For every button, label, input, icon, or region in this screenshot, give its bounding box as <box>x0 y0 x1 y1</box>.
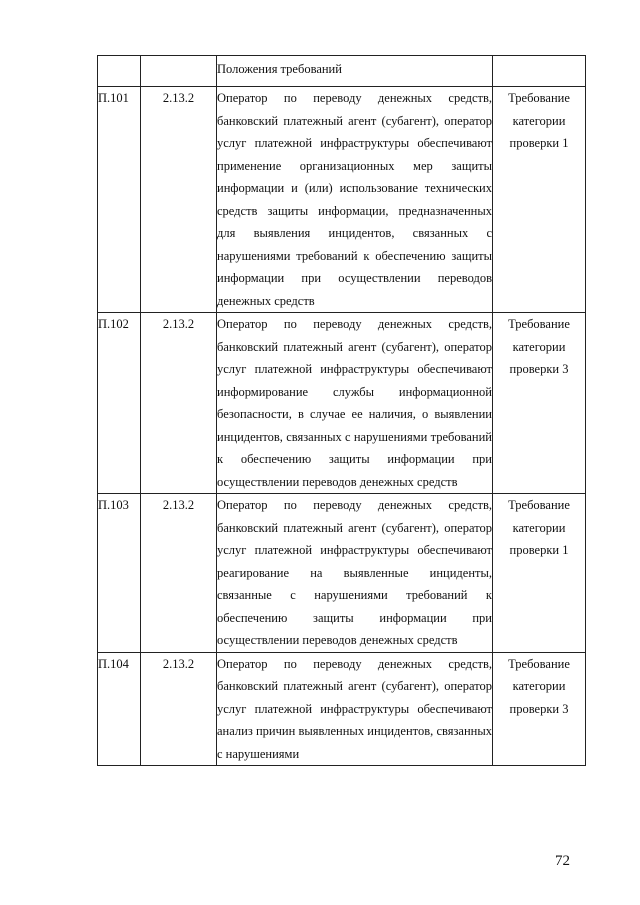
row-category: Требование категории проверки 1 <box>493 494 586 653</box>
requirements-table <box>97 55 586 766</box>
row-number: П.102 <box>98 313 141 494</box>
table-row <box>98 652 586 766</box>
row-text: Оператор по переводу денежных средств, банковский платежный агент (субагент), оператор услуг платежной инфраструктуры обеспечивают анализ причин выявленных инцидентов, связанных с нарушениями <box>217 652 493 766</box>
row-section: 2.13.2 <box>141 494 217 653</box>
header-cell-number <box>98 56 141 87</box>
header-cell-section <box>141 56 217 87</box>
row-number: П.103 <box>98 494 141 653</box>
table-row <box>98 87 586 313</box>
row-text: Оператор по переводу денежных средств, банковский платежный агент (субагент), оператор услуг платежной инфраструктуры обеспечивают реагирование на выявленные инциденты, связанные с нарушениями требований к обеспечению защиты информации при осуществлении переводов денежных средств <box>217 494 493 653</box>
row-number: П.101 <box>98 87 141 313</box>
header-cell-category <box>493 56 586 87</box>
table-header-row <box>98 56 586 87</box>
row-section: 2.13.2 <box>141 313 217 494</box>
page-number: 72 <box>555 853 570 869</box>
row-category: Требование категории проверки 1 <box>493 87 586 313</box>
row-text: Оператор по переводу денежных средств, банковский платежный агент (субагент), оператор услуг платежной инфраструктуры обеспечивают информирование службы информационной безопасности, в случае ее наличия, о выявлении инцидентов, связанных с нарушениями требований к обеспечению защиты информации при осуществлении переводов денежных средств <box>217 313 493 494</box>
row-category: Требование категории проверки 3 <box>493 652 586 766</box>
header-cell-provisions: Положения требований <box>217 56 493 87</box>
row-section: 2.13.2 <box>141 652 217 766</box>
row-category: Требование категории проверки 3 <box>493 313 586 494</box>
row-text: Оператор по переводу денежных средств, банковский платежный агент (субагент), оператор услуг платежной инфраструктуры обеспечивают применение организационных мер защиты информации и (или) использование технических средств защиты информации, предназначенных для выявления инцидентов, связанных с нарушениями требований к обеспечению защиты информации при осуществлении переводов денежных средств <box>217 87 493 313</box>
row-number: П.104 <box>98 652 141 766</box>
row-section: 2.13.2 <box>141 87 217 313</box>
table-row <box>98 494 586 653</box>
table-row <box>98 313 586 494</box>
